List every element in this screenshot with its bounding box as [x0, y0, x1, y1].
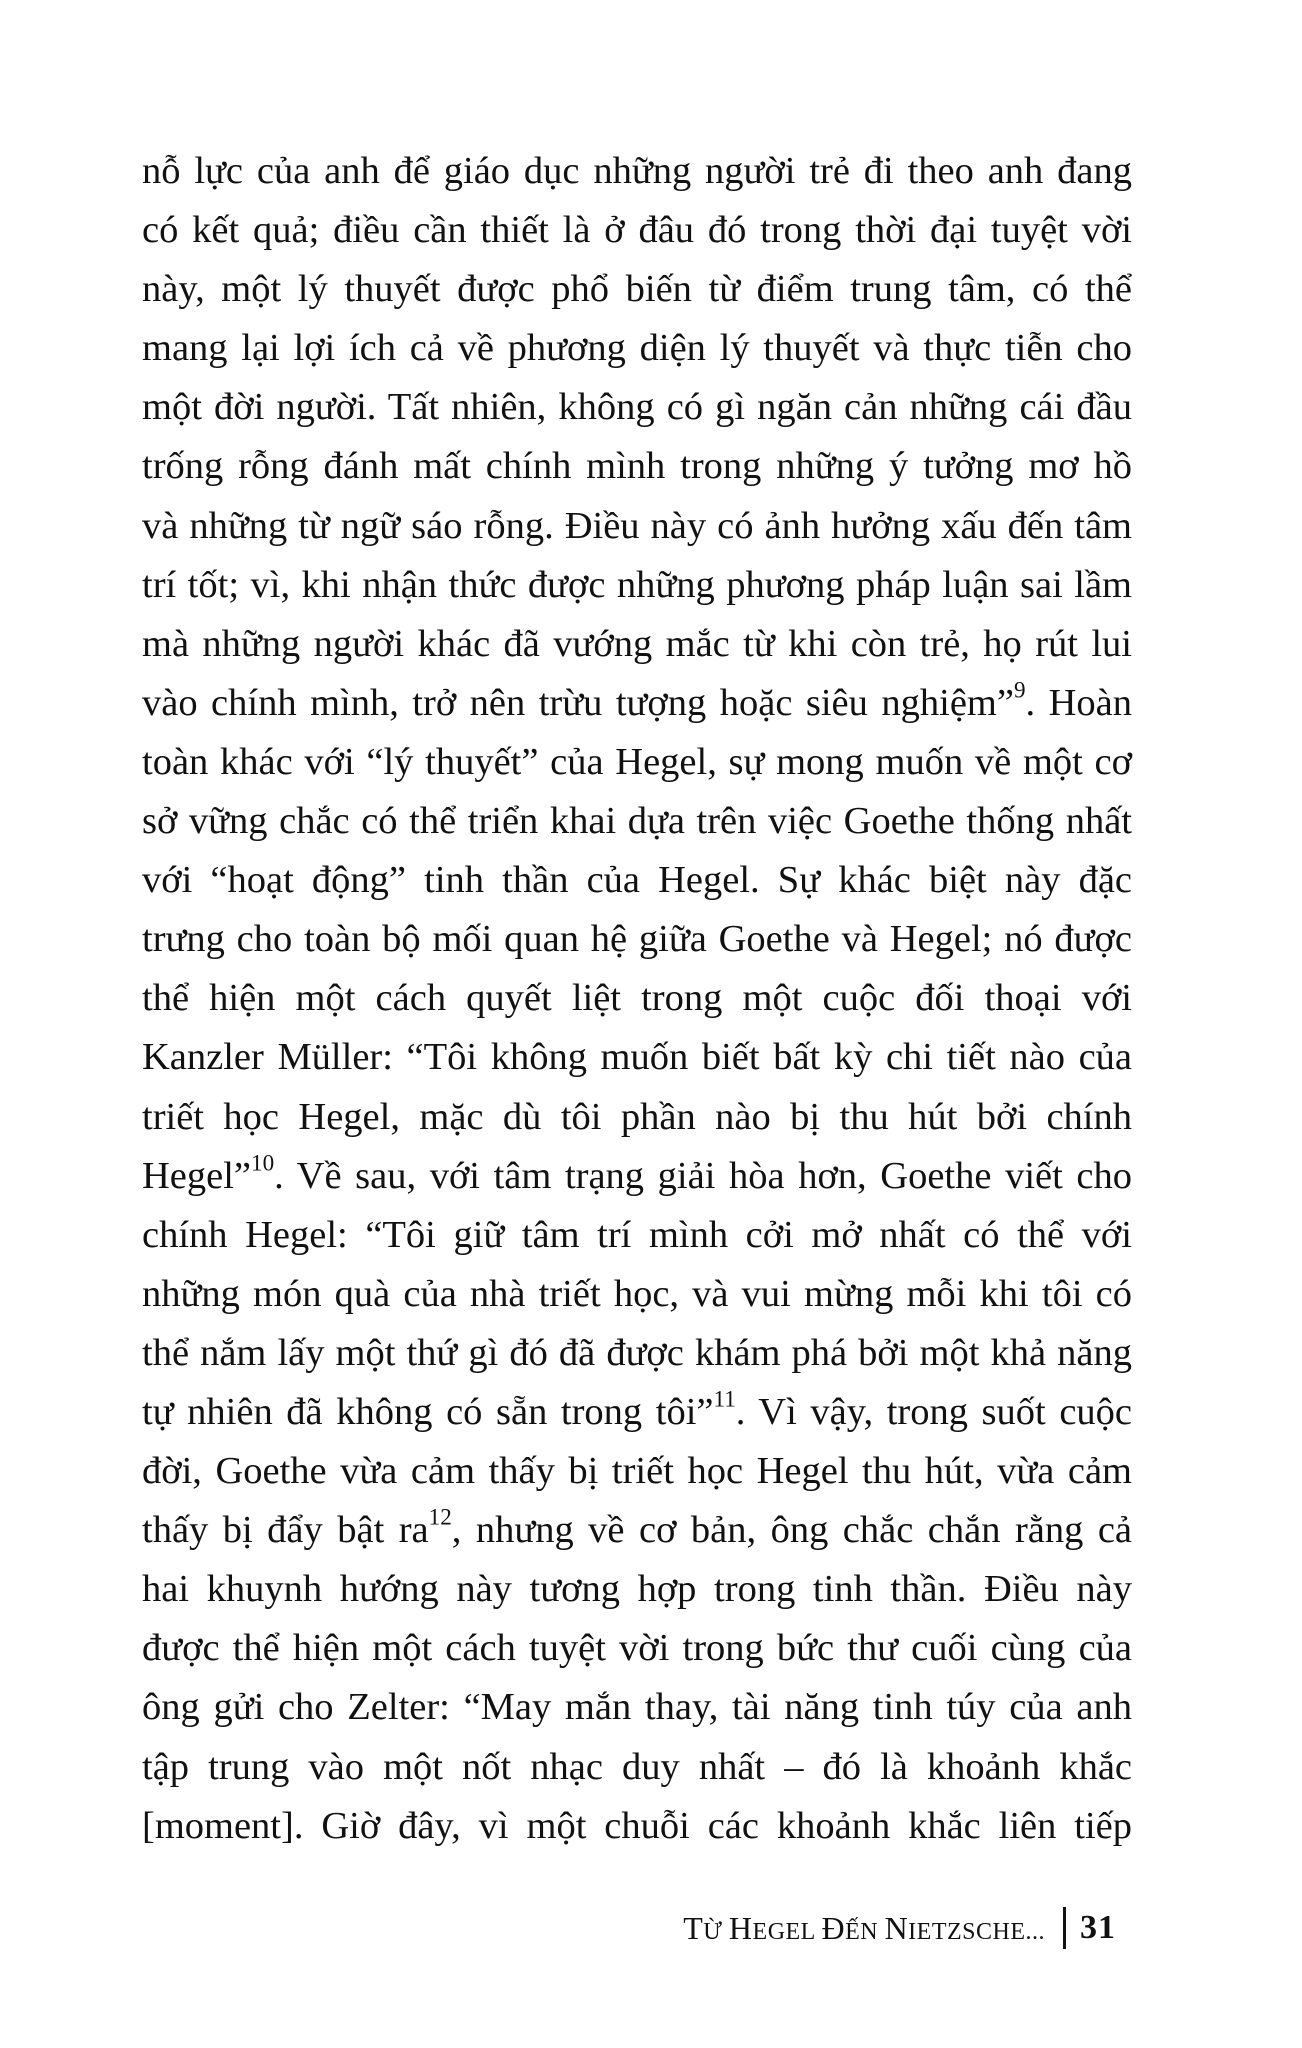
text-line	[142, 1028, 1132, 1087]
text-line-content: thấy bị đẩy bật ra	[142, 1509, 429, 1552]
text-line-content: với “hoạt động” tinh thần của Hegel. Sự khác biệt này đặc	[142, 859, 1132, 902]
footnote-marker[interactable]: 11	[713, 1385, 736, 1412]
running-head-rest: IETZSCHE...	[908, 1918, 1045, 1945]
text-line-content: tự nhiên đã không có sẵn trong tôi”	[142, 1390, 714, 1433]
running-head-rest: ẾN	[845, 1918, 885, 1945]
text-line-content: chính Hegel: “Tôi giữ tâm trí mình cởi mở nhất có thể với	[142, 1213, 1132, 1256]
running-head-initial: N	[884, 1909, 909, 1946]
text-line-content: mà những người khác đã vướng mắc từ khi còn trẻ, họ rút lui	[142, 622, 1132, 665]
text-line-content: sở vững chắc có thể triển khai dựa trên việc Goethe thống nhất	[142, 800, 1132, 843]
text-line-content: [moment]. Giờ đây, vì một chuỗi các khoảnh khắc liên tiếp	[142, 1804, 1132, 1847]
text-line	[142, 1383, 1132, 1442]
text-line-content: những món quà của nhà triết học, và vui mừng mỗi khi tôi có	[142, 1272, 1132, 1315]
text-line	[142, 1088, 1132, 1147]
text-line	[142, 674, 1132, 733]
body-text	[142, 142, 1132, 1856]
text-line	[142, 1265, 1132, 1324]
text-line-content: trống rỗng đánh mất chính mình trong những ý tưởng mơ hồ	[142, 445, 1132, 488]
text-line	[142, 1501, 1132, 1560]
text-line-content: nỗ lực của anh để giáo dục những người trẻ đi theo anh đang	[142, 150, 1132, 192]
text-line-content: hai khuynh hướng này tương hợp trong tinh thần. Điều này	[142, 1568, 1132, 1611]
text-line	[142, 969, 1132, 1028]
text-line	[142, 1442, 1132, 1501]
text-line	[142, 1678, 1132, 1737]
text-line-content: Kanzler Müller: “Tôi không muốn biết bất kỳ chi tiết nào của	[142, 1036, 1132, 1079]
text-line	[142, 1619, 1132, 1678]
text-line	[142, 1324, 1132, 1383]
text-line	[142, 556, 1132, 615]
text-line	[142, 260, 1132, 319]
footnote-marker[interactable]: 9	[1013, 676, 1026, 703]
text-line-content: tập trung vào một nốt nhạc duy nhất – đó là khoảnh khắc	[142, 1745, 1132, 1788]
text-line-content: một đời người. Tất nhiên, không có gì ngăn cản những cái đầu	[142, 386, 1132, 429]
text-line-content: triết học Hegel, mặc dù tôi phần nào bị thu hút bởi chính	[142, 1095, 1132, 1138]
running-head-rest: EGEL	[752, 1918, 822, 1945]
text-line-content: được thể hiện một cách tuyệt vời trong bức thư cuối cùng của	[142, 1627, 1132, 1670]
text-line	[142, 910, 1132, 969]
running-head-initial: Đ	[821, 1909, 846, 1946]
text-line	[142, 437, 1132, 496]
text-line-content: thể nắm lấy một thứ gì đó đã được khám phá bởi một khả năng	[142, 1331, 1132, 1374]
text-line	[142, 792, 1132, 851]
text-line	[142, 615, 1132, 674]
text-line-continuation: . Hoàn	[1025, 681, 1132, 724]
text-line-content: Hegel”	[142, 1154, 252, 1197]
text-line	[142, 851, 1132, 910]
text-line	[142, 1206, 1132, 1265]
running-head-rest: Ừ	[703, 1918, 729, 1945]
text-line-content: vào chính mình, trở nên trừu tượng hoặc siêu nghiệm”	[142, 681, 1014, 724]
text-line	[142, 1738, 1132, 1797]
footer-divider	[1063, 1907, 1066, 1949]
text-line	[142, 1560, 1132, 1619]
text-line-content: ông gửi cho Zelter: “May mắn thay, tài năng tinh túy của anh	[142, 1686, 1132, 1729]
text-line	[142, 1147, 1132, 1206]
text-line-content: trí tốt; vì, khi nhận thức được những phương pháp luận sai lầm	[142, 563, 1132, 606]
running-head-initial: H	[728, 1909, 753, 1946]
footnote-marker[interactable]: 12	[428, 1503, 452, 1530]
running-head	[683, 1910, 1045, 1947]
text-line	[142, 142, 1132, 201]
text-line-content: này, một lý thuyết được phổ biến từ điểm trung tâm, có thể	[142, 268, 1132, 311]
page-footer	[683, 1908, 1116, 1948]
text-line-content: có kết quả; điều cần thiết là ở đâu đó trong thời đại tuyệt vời	[142, 209, 1132, 252]
text-line	[142, 497, 1132, 556]
text-line	[142, 733, 1132, 792]
text-line-content: toàn khác với “lý thuyết” của Hegel, sự mong muốn về một cơ	[142, 740, 1132, 783]
text-line-content: đời, Goethe vừa cảm thấy bị triết học Hegel thu hút, vừa cảm	[142, 1450, 1132, 1493]
text-line-content: và những từ ngữ sáo rỗng. Điều này có ảnh hưởng xấu đến tâm	[142, 504, 1132, 547]
text-line-continuation: . Vì vậy, trong suốt cuộc	[735, 1390, 1133, 1433]
text-line	[142, 1797, 1132, 1856]
text-line-content: thể hiện một cách quyết liệt trong một cuộc đối thoại với	[142, 977, 1132, 1020]
text-line-continuation: , nhưng về cơ bản, ông chắc chắn rằng cả	[451, 1509, 1132, 1552]
text-line	[142, 378, 1132, 437]
text-line-continuation: . Về sau, với tâm trạng giải hòa hơn, Goethe viết cho	[274, 1154, 1132, 1197]
text-line	[142, 201, 1132, 260]
text-line-content: trưng cho toàn bộ mối quan hệ giữa Goethe và Hegel; nó được	[142, 918, 1132, 961]
text-line	[142, 319, 1132, 378]
running-head-initial: T	[683, 1909, 704, 1946]
page-number: 31	[1080, 1909, 1116, 1946]
text-line-content: mang lại lợi ích cả về phương diện lý thuyết và thực tiễn cho	[142, 327, 1132, 370]
footnote-marker[interactable]: 10	[251, 1149, 275, 1176]
